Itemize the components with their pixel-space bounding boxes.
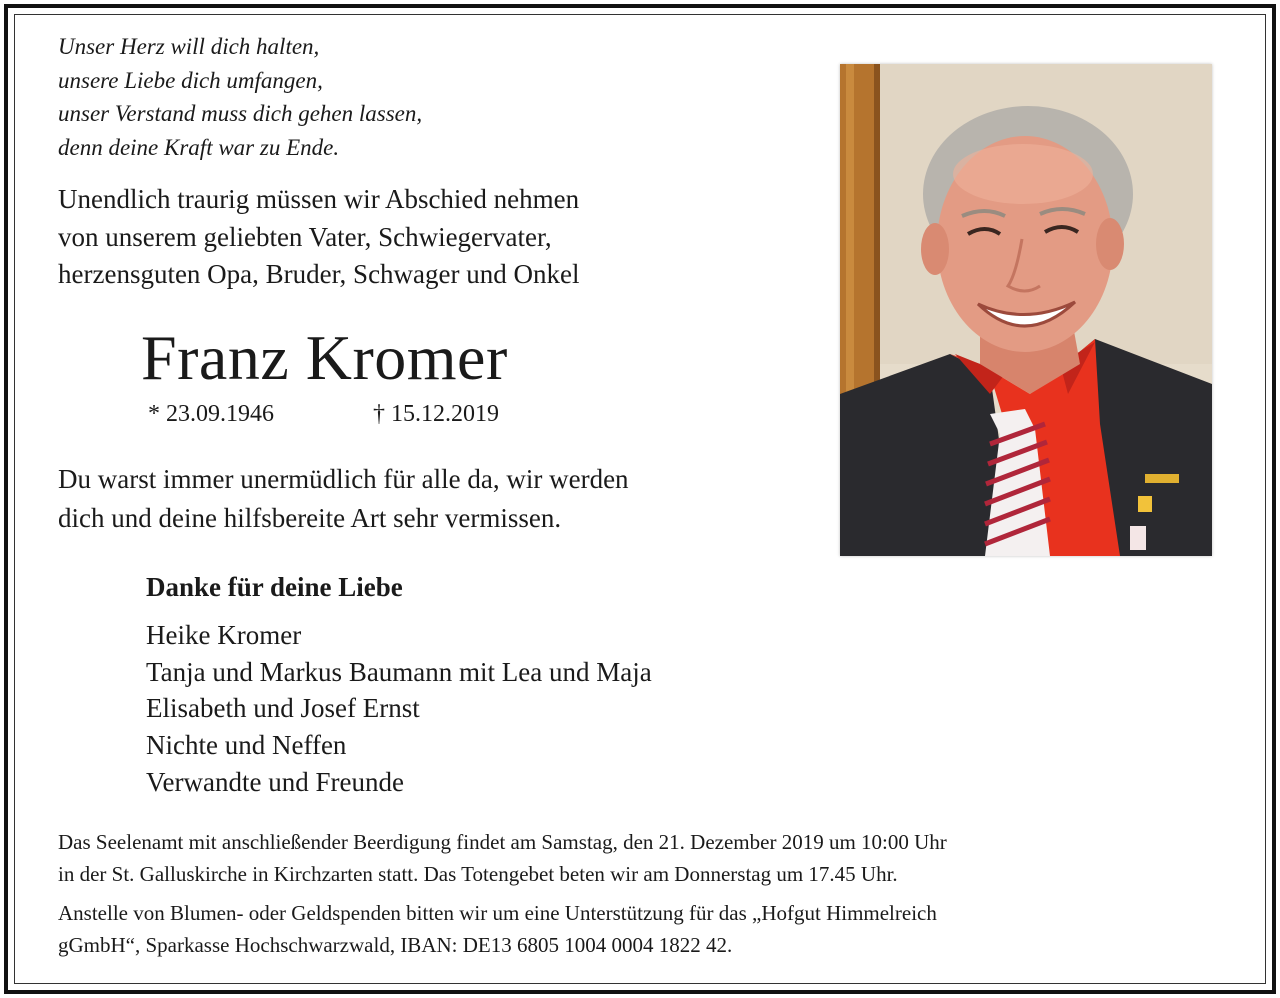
intro-line: Unendlich traurig müssen wir Abschied nehmen <box>58 184 580 214</box>
mourner-name: Tanja und Markus Baumann mit Lea und Maja <box>146 656 652 687</box>
intro-line: herzensguten Opa, Bruder, Schwager und Onkel <box>58 259 580 289</box>
intro-text <box>58 181 580 294</box>
tribute-text <box>58 460 629 538</box>
lapel-pin <box>1145 474 1179 483</box>
death-date: † 15.12.2019 <box>373 401 499 427</box>
donation-info <box>58 897 937 961</box>
donation-line: Anstelle von Blumen- oder Geldspenden bitten wir um eine Unterstützung für das „Hofgut Himmelreich <box>58 901 937 925</box>
mourners-list <box>146 617 652 801</box>
forehead <box>953 144 1093 204</box>
ear-left <box>921 223 949 275</box>
birth-date: * 23.09.1946 <box>148 401 274 427</box>
lapel-tag <box>1130 526 1146 550</box>
poem-line: unsere Liebe dich umfangen, <box>58 67 323 93</box>
tribute-line: dich und deine hilfsbereite Art sehr vermissen. <box>58 503 562 533</box>
poem-line: denn deine Kraft war zu Ende. <box>58 134 340 160</box>
mourner-name: Verwandte und Freunde <box>146 766 404 797</box>
poem-line: Unser Herz will dich halten, <box>58 34 320 59</box>
intro-line: von unserem geliebten Vater, Schwiegervater, <box>58 221 552 252</box>
portrait-illustration <box>840 64 1212 556</box>
portrait-photo <box>840 64 1212 556</box>
ear-right <box>1096 218 1124 270</box>
mourner-name: Elisabeth und Josef Ernst <box>146 693 420 724</box>
thanks-heading: Danke für deine Liebe <box>146 572 403 602</box>
wood-frame-edge <box>874 64 880 394</box>
donation-line: gGmbH“, Sparkasse Hochschwarzwald, IBAN: DE13 6805 1004 0004 1822 42. <box>58 933 733 957</box>
mourner-name: Heike Kromer <box>146 620 302 650</box>
mourner-name: Nichte und Neffen <box>146 730 347 761</box>
tribute-line: Du warst immer unermüdlich für alle da, wir werden <box>58 464 629 494</box>
service-info <box>58 826 947 890</box>
lapel-badge <box>1138 496 1152 512</box>
service-line: Das Seelenamt mit anschließender Beerdigung findet am Samstag, den 21. Dezember 2019 um 10:00 Uhr <box>58 830 947 854</box>
poem <box>58 30 422 164</box>
service-line: in der St. Galluskirche in Kirchzarten statt. Das Totengebet beten wir am Donnerstag um 17.45 Uhr. <box>58 862 898 886</box>
poem-line: unser Verstand muss dich gehen lassen, <box>58 101 423 126</box>
wood-frame-highlight <box>846 64 854 394</box>
deceased-name: Franz Kromer <box>141 322 508 393</box>
